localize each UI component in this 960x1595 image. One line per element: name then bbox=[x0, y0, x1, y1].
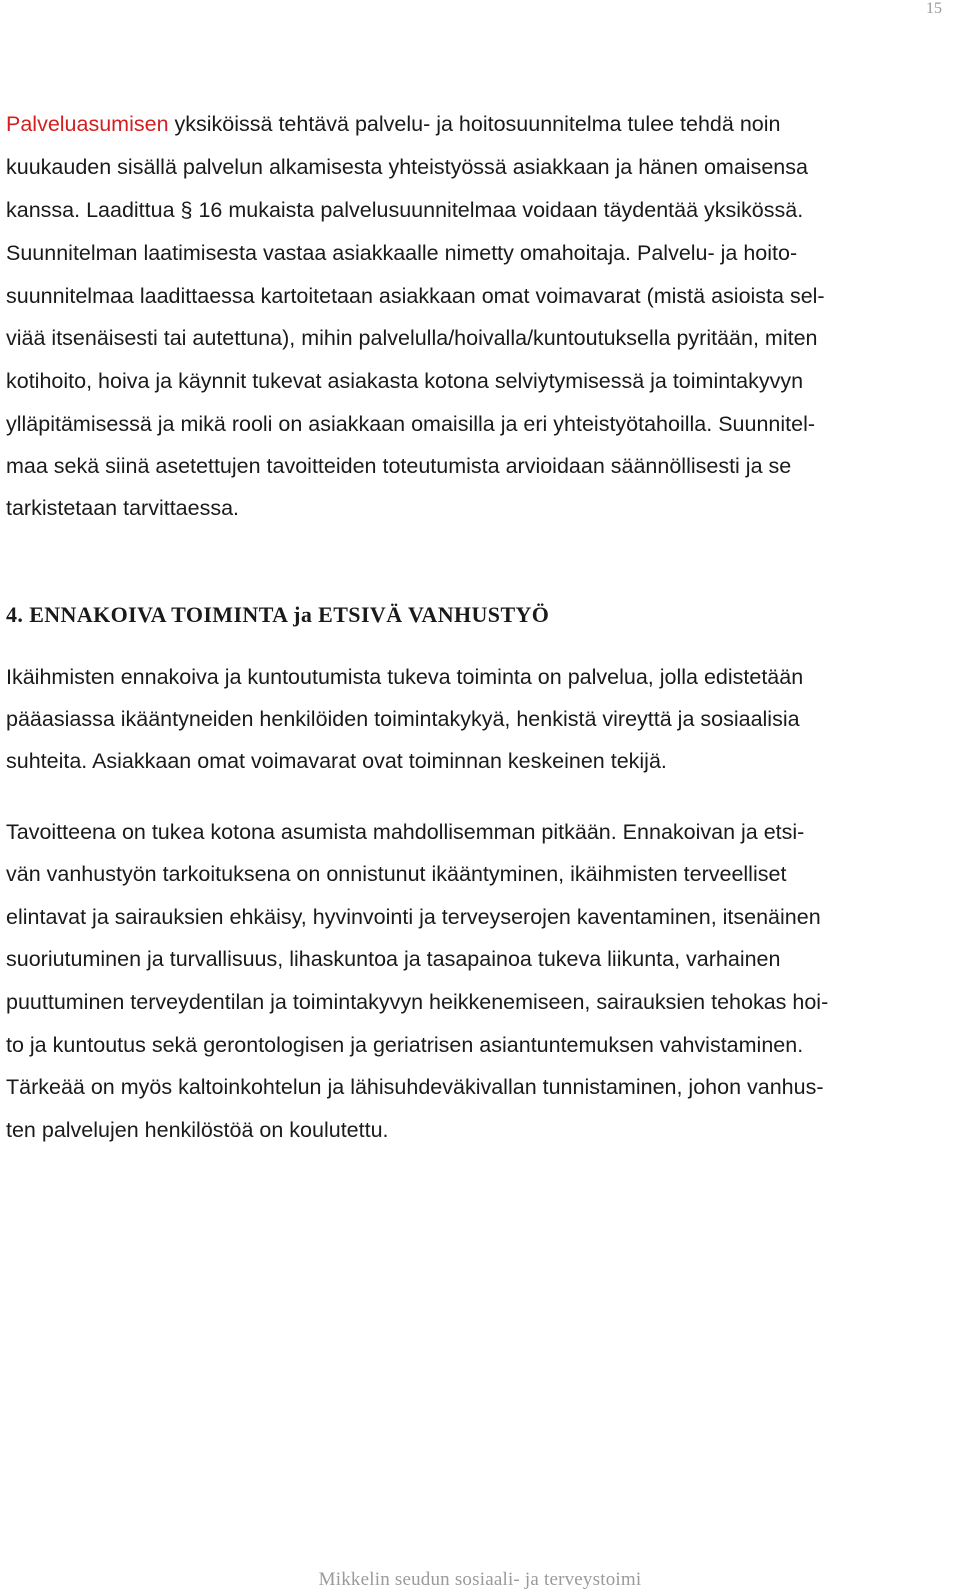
text-line: suhteita. Asiakkaan omat voimavarat ovat toiminnan keskeinen tekijä. bbox=[6, 749, 667, 773]
text-line: elintavat ja sairauksien ehkäisy, hyvinvointi ja terveyserojen kaventaminen, itsenäinen bbox=[6, 905, 821, 929]
text-line: Tärkeää on myös kaltoinkohtelun ja lähisuhdeväkivallan tunnistaminen, johon vanhus- bbox=[6, 1075, 824, 1099]
highlighted-term: Palveluasumisen bbox=[6, 112, 169, 136]
section-heading: 4. ENNAKOIVA TOIMINTA ja ETSIVÄ VANHUSTYÖ bbox=[6, 602, 550, 627]
text-line: Ikäihmisten ennakoiva ja kuntoutumista tukeva toiminta on palvelua, jolla edistetään bbox=[6, 665, 804, 689]
text-line: viää itsenäisesti tai autettuna), mihin palvelulla/hoivalla/kuntoutuksella pyritään, miten bbox=[6, 326, 818, 350]
text-line: to ja kuntoutus sekä gerontologisen ja geriatrisen asiantuntemuksen vahvistaminen. bbox=[6, 1033, 804, 1057]
text-line: ten palvelujen henkilöstöä on koulutettu. bbox=[6, 1118, 389, 1142]
text-line: maa sekä siinä asetettujen tavoitteiden toteutumista arvioidaan säännöllisesti ja se bbox=[6, 454, 792, 478]
text-line: kotihoito, hoiva ja käynnit tukevat asiakasta kotona selviytymisessä ja toimintakyvyn bbox=[6, 369, 804, 393]
text-line: suunnitelmaa laadittaessa kartoitetaan asiakkaan omat voimavarat (mistä asioista sel- bbox=[6, 284, 825, 308]
text-line: puuttuminen terveydentilan ja toimintakyvyn heikkenemiseen, sairauksien tehokas hoi- bbox=[6, 990, 829, 1014]
text-line bbox=[6, 112, 780, 137]
text-line: suoriutuminen ja turvallisuus, lihaskuntoa ja tasapainoa tukeva liikunta, varhainen bbox=[6, 947, 781, 971]
text-line: pääasiassa ikääntyneiden henkilöiden toimintakykyä, henkistä vireyttä ja sosiaalisia bbox=[6, 707, 800, 731]
text-line: vän vanhustyön tarkoituksena on onnistunut ikääntyminen, ikäihmisten terveelliset bbox=[6, 862, 787, 886]
page-footer: Mikkelin seudun sosiaali- ja terveystoimi bbox=[318, 1569, 642, 1590]
text-line: kanssa. Laadittua § 16 mukaista palvelusuunnitelmaa voidaan täydentää yksikössä. bbox=[6, 198, 804, 222]
text-line: kuukauden sisällä palvelun alkamisesta yhteistyössä asiakkaan ja hänen omaisensa bbox=[6, 155, 808, 179]
text-line: ylläpitämisessä ja mikä rooli on asiakkaan omaisilla ja eri yhteistyötahoilla. Suunnitel- bbox=[6, 412, 816, 436]
text-line: tarkistetaan tarvittaessa. bbox=[6, 496, 240, 520]
text-line: Suunnitelman laatimisesta vastaa asiakkaalle nimetty omahoitaja. Palvelu- ja hoito- bbox=[6, 241, 798, 265]
text-line: Tavoitteena on tukea kotona asumista mahdollisemman pitkään. Ennakoivan ja etsi- bbox=[6, 820, 805, 844]
page-number: 15 bbox=[926, 0, 942, 17]
text-line-rest: yksiköissä tehtävä palvelu- ja hoitosuunnitelma tulee tehdä noin bbox=[168, 112, 781, 136]
